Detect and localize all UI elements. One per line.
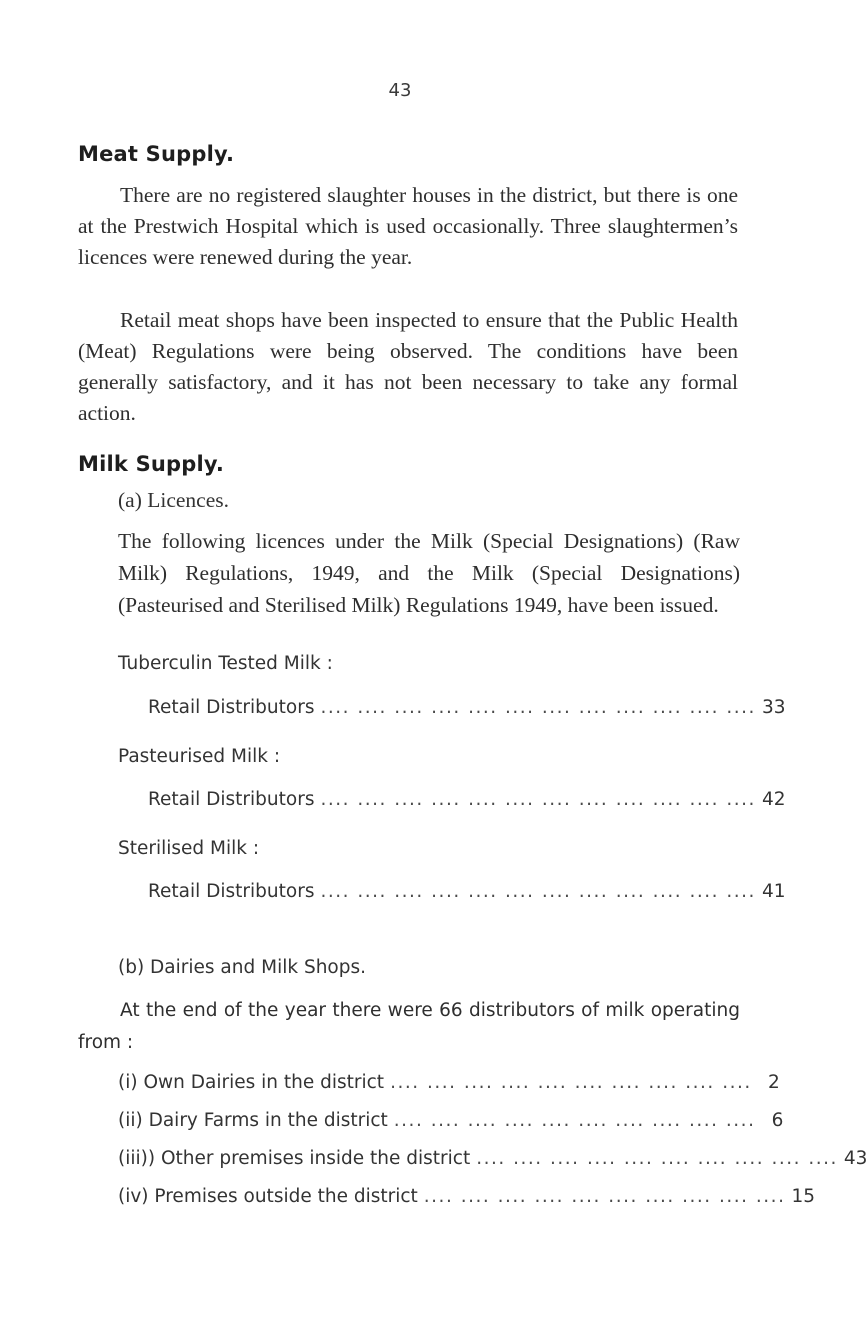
licences-paragraph: The following licences under the Milk (Special Designations) (Raw Milk) Regulations, 1949, and the Milk (Special Designations) (Pasteurised and Sterilised Milk) Regulations 1949, have been issued.	[118, 529, 740, 617]
page-number: 43	[388, 80, 412, 101]
dot-leader: .... .... .... .... .... .... .... .... .... ....	[390, 1072, 752, 1093]
dairies-item-own-dairies	[118, 1072, 780, 1093]
tuberculin-retail-distributors-row	[148, 697, 786, 718]
meat-supply-paragraph-1: There are no registered slaughter houses in the district, but there is one at the Prestwich Hospital which is used occasionally. Three slaughtermen’s licences were renewed during the year.	[78, 183, 738, 269]
dot-leader: .... .... .... .... .... .... .... .... .... ....	[423, 1186, 786, 1207]
pasteurised-retail-distributors-row	[148, 789, 786, 810]
row-label: (iv) Premises outside the district	[118, 1186, 418, 1207]
row-value: 43	[843, 1148, 867, 1169]
meat-supply-paragraph-2: Retail meat shops have been inspected to ensure that the Public Health (Meat) Regulations were being observed. The conditions have been generally satisfactory, and it has not been necessary to take any formal action.	[78, 308, 738, 425]
row-value: 33	[761, 697, 786, 718]
dot-leader: .... .... .... .... .... .... .... .... .... .... .... ....	[320, 789, 756, 810]
dairies-item-premises-outside	[118, 1186, 815, 1207]
sterilised-milk-label: Sterilised Milk :	[118, 838, 260, 859]
dairies-item-dairy-farms	[118, 1110, 784, 1131]
dot-leader: .... .... .... .... .... .... .... .... .... .... .... ....	[320, 697, 756, 718]
pasteurised-milk-label: Pasteurised Milk :	[118, 746, 281, 767]
dot-leader: .... .... .... .... .... .... .... .... .... .... .... ....	[320, 881, 756, 902]
row-label: (i) Own Dairies in the district	[118, 1072, 385, 1093]
row-label: Retail Distributors	[148, 881, 315, 902]
dairies-item-other-premises	[118, 1148, 867, 1169]
tuberculin-tested-milk-label: Tuberculin Tested Milk :	[118, 653, 333, 674]
dot-leader: .... .... .... .... .... .... .... .... .... ....	[476, 1148, 838, 1169]
row-label: Retail Distributors	[148, 789, 315, 810]
sterilised-retail-distributors-row	[148, 881, 786, 902]
dot-leader: .... .... .... .... .... .... .... .... .... ....	[393, 1110, 756, 1131]
meat-supply-heading: Meat Supply.	[78, 142, 235, 166]
row-value: 2	[767, 1072, 780, 1093]
row-value: 15	[791, 1186, 815, 1207]
row-label: (iii)) Other premises inside the district	[118, 1148, 471, 1169]
milk-supply-heading: Milk Supply.	[78, 452, 225, 476]
row-value: 6	[771, 1110, 784, 1131]
dairies-paragraph: At the end of the year there were 66 distributors of milk operating from :	[78, 1000, 740, 1053]
licences-subheading: (a) Licences.	[118, 488, 230, 512]
row-label: Retail Distributors	[148, 697, 315, 718]
row-value: 41	[761, 881, 786, 902]
dairies-subheading: (b) Dairies and Milk Shops.	[118, 957, 366, 978]
row-value: 42	[761, 789, 786, 810]
row-label: (ii) Dairy Farms in the district	[118, 1110, 388, 1131]
